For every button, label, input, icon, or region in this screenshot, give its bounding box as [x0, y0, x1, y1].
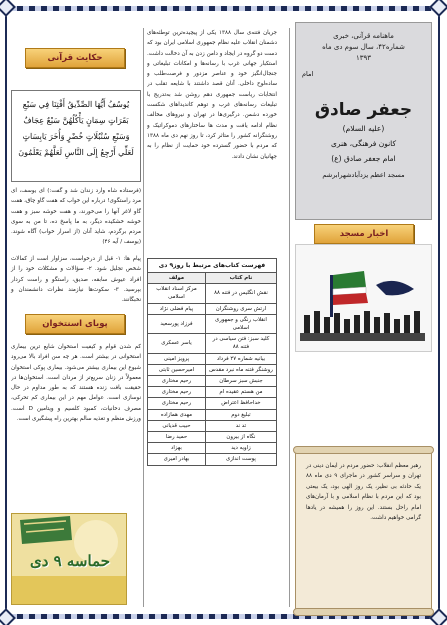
table-row: [149, 443, 278, 454]
issue-line: شماره۴۲، سال سوم دی ماه: [323, 43, 406, 51]
book-list-title: فهرست کتاب‌های مرتبط با روز۹ دی: [148, 258, 278, 272]
book-author-cell: رحیم مختاری: [149, 387, 207, 398]
quran-verse: يُوسُفُ أَيُّهَا الصِّدِّيقُ أَفْتِنَا فِي سَبْعِ بَقَرَاتٍ سِمَانٍ يَأْكُلُهُنَّ سَبْعٌ عِجَافٌ وَسَبْعِ سُنْبُلَاتٍ خُضْرٍ وَأُخَرَ يَابِسَاتٍ لَعَلِّي أَرْجِعُ إِلَى النَّاسِ لَعَلَّهُمْ يَعْلَمُونَ: [19, 100, 135, 157]
table-row: [149, 432, 278, 443]
book-author-cell: حبیب قدیانی: [149, 420, 207, 431]
book-author-cell: حمید رضا: [149, 432, 207, 443]
book-author-cell: رحیم مختاری: [149, 398, 207, 409]
year-line: ۱۳۹۳: [356, 54, 373, 62]
youth-header: پویای اسنتخوان: [26, 314, 126, 334]
book-title-cell: جنبش سبز سرطان: [206, 376, 277, 387]
table-row: [149, 409, 278, 420]
right-column: [296, 22, 433, 611]
book-author-cell: بهزاد: [149, 443, 207, 454]
table-row: [149, 364, 278, 375]
column-divider: [290, 28, 291, 607]
book-author-cell: مهدی همازاده: [149, 409, 207, 420]
news-mosque-header: اخبار مسجد: [315, 224, 415, 244]
honorific: (علیه السلام): [343, 124, 386, 133]
quran-verse-box: [12, 90, 142, 182]
table-row: [149, 398, 278, 409]
quranic-story-header: حکایت قرآنی: [26, 48, 126, 68]
book-title-cell: تد ند: [206, 420, 277, 431]
table-row: [149, 334, 278, 353]
lessons-text: پیام ها: ۱- قبل از درخواست، سزاوار است از کمالات شخص تجلیل شود. ۲- سؤالات و مشکلات خود را از افراد عیوش سابقه، صدیق، راستگو و راست کردار بپرسید. ۳- سکوت‌ها نیازمند نظرات دانشمندان و نخبگانند.: [12, 256, 142, 304]
nine-dey-banner: [12, 513, 128, 605]
table-row: [149, 387, 278, 398]
book-title-cell: تبلیغ دوم: [206, 409, 277, 420]
book-title-cell: انقلاب رنگی و جمهوری اسلامی: [206, 314, 277, 333]
book-title-cell: کلید سبز: فتن سیاسی در فتنه ۸۸: [206, 334, 277, 353]
table-row: [149, 284, 278, 303]
col-header-author: مولف: [149, 273, 207, 284]
column-divider: [144, 28, 145, 607]
imam-label: امام: [303, 70, 315, 78]
book-title-cell: روشنگر فتنه ماه نبرد مقدس: [206, 364, 277, 375]
col-header-title: نام کتاب: [206, 273, 277, 284]
center-line-2: امام جعفر صادق (ع): [332, 154, 397, 163]
book-title-cell: من هستم عقیده ام: [206, 387, 277, 398]
book-list: [148, 258, 278, 466]
osteoporosis-text: کم شدن قوام و کیفیت استخوان شایع ترین بیماری استخوانی در بیشتر است. هر چه سن افراد بالا می‌رود شیوع این بیماری بیشتر می‌شود. بیماری پوکی استخوان معمولاً در زنان سریع‌تر از مردان است. استخوان‌ها در حقیقت بافت زنده هستند که به طور مداوم در حال نوسازی است. عوامل مهم در این بیماری کم تحرکی، مصرف دخانیات، کمبود کلسیم و ویتامین D است. ورزش منظم و تغذیه سالم بهترین راه پیشگیری است.: [12, 344, 142, 423]
scroll-roll-bottom: [294, 608, 435, 616]
news-text: رهبر معظم انقلاب: حضور مردم در ایمان دینی در تهران و سراسر کشور در ماجرای ۹ دی ماه ۸۸ یک حادثه بی نظیر، یک روز الهی بود، یک بیعتی بود که این مردم با نظام اسلامی و با آرمان‌های امام راحل بستند. این روز را همیشه در یادها گرامی خواهیم داشت.: [307, 463, 423, 522]
banner-caption: حماسه ۹ دی: [30, 552, 112, 570]
book-author-cell: فرزاد پورسعید: [149, 314, 207, 333]
book-table: [148, 272, 278, 466]
table-row: [149, 303, 278, 314]
book-author-cell: رحیم مختاری: [149, 376, 207, 387]
book-title-cell: پوست اندازی: [206, 454, 277, 465]
intro-text: جریان فتنه‌ی سال ۱۳۸۸ یکی از پیچیده‌ترین توطئه‌های دشمنان انقلاب علیه نظام جمهوری اسلامی ایران بود که دست دو گروه در ایجاد و دامن زدن به آن دخالت داشت. استکبار جهانی غرب با رسانه‌ها و امکانات تبلیغاتی و جنجال‌انگیز خود و عناصر مزدور و فرصت‌طلب و ساده‌لوح داخلی. آنان قصد داشتند با شایعه تقلب در انتخابات ریاست جمهوری دهم روشن شد به‌تدریج با تبلیغات رسانه‌های غرب و توهم کاندیداهای شکست خورده دشمن. درگیری‌ها در تهران و نیروهای مخالف نظام ادامه یافت و مدت ها ساختارهای دموکراتیک و روشنگرانه کشور را متاثر کرد، تا روز نهم دی ماه ۱۳۸۸ که مردم با حضور گسترده خود حمایت از نظام را به جهانیان نشان دادند.: [148, 30, 278, 160]
table-row: [149, 314, 278, 333]
book-author-cell: بهادر امیری: [149, 454, 207, 465]
masthead: [296, 22, 433, 220]
top-border: [6, 6, 441, 11]
publisher-line: ماهنامه قرآنی، خبری: [334, 32, 395, 40]
book-author-cell: پرویز امینی: [149, 353, 207, 364]
book-title-cell: بیانیه شماره ۲۷ فرداد: [206, 353, 277, 364]
book-author-cell: امیرحسین ثابتی: [149, 364, 207, 375]
book-title-cell: خداحافظ اعتراض: [206, 398, 277, 409]
masthead-title: جعفر صادق: [315, 100, 414, 120]
book-title-cell: ارتش سری روشنگران: [206, 303, 277, 314]
scroll-roll-top: [294, 446, 435, 454]
book-title-cell: زاویه دید: [206, 443, 277, 454]
table-row: [149, 454, 278, 465]
middle-column: [148, 28, 278, 611]
book-author-cell: یاسر عسکری: [149, 334, 207, 353]
table-row: [149, 420, 278, 431]
center-line-1: کانون فرهنگی، هنری: [331, 139, 398, 148]
left-column: [12, 30, 142, 611]
book-title-cell: نقش انگلیس در فتنه ۸۸: [206, 284, 277, 303]
news-scroll: [296, 450, 433, 612]
table-row: [149, 353, 278, 364]
book-author-cell: پیام فضلی نژاد: [149, 303, 207, 314]
table-row: [149, 376, 278, 387]
book-author-cell: مرکز اسناد انقلاب اسلامی: [149, 284, 207, 303]
book-title-cell: نگاه از بیرون: [206, 432, 277, 443]
protest-image: [296, 244, 433, 352]
story-text: (فرستاده شاه وارد زندان شد و گفت:) ای یوسف، ای مرد راستگوی! درباره این خواب که هفت گاو چاق، هفت گاو لاغر آنها را می‌خورند، و هفت خوشه سبز و هفت خوشه خشکیده دیگر، به ما پاسخ ده، تا من به سوی مردم برگردم، شاید آنان (از اسرار خواب) آگاه شوند. (یوسف / آیه ۴۶): [12, 188, 142, 246]
mosque-name: مسجد اعظم یزدآبادشهرابرشم: [323, 171, 406, 179]
